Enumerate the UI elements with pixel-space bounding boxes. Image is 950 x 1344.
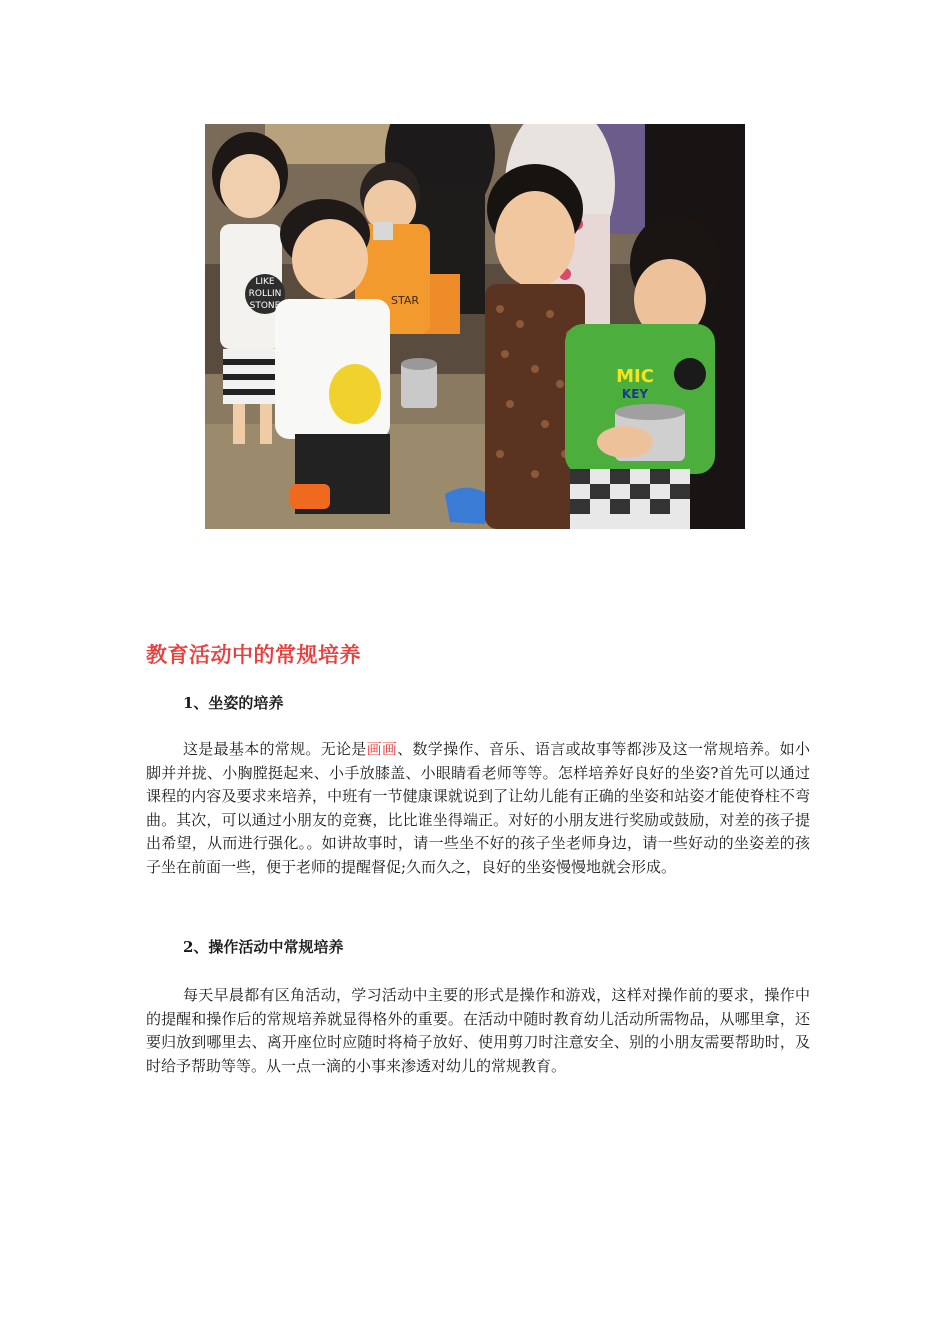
section2-heading: 2、操作活动中常规培养 <box>183 938 344 956</box>
shirt-text-1: LIKE <box>255 277 275 287</box>
section1-heading: 1、坐姿的培养 <box>183 694 284 712</box>
shirt-text-2: ROLLIN <box>248 289 282 299</box>
section1-text-after-link: 、数学操作、音乐、语言或故事等都涉及这一常规培养。如小脚并并拢、小胸膛挺起来、小手放膝盖、小眼睛看老师等等。怎样培养好良好的坐姿?首先可以通过课程的内容及要求来培养，中班有一节健康课就说到了让幼儿能有正确的坐姿和站姿才能使脊柱不弯曲。其次，可以通过小朋友的竞赛，比比谁坐得端正。对好的小朋友进行奖励或鼓励，对差的孩子提出希望，从而进行强化。。如讲故事时，请一些坐不好的孩子坐老师身边，请一些好动的坐姿差的孩子坐在前面一些，便于老师的提醒督促;久而久之，良好的坐姿慢慢地就会形成。 <box>146 740 810 876</box>
section2-paragraph: 每天早晨都有区角活动，学习活动中主要的形式是操作和游戏，这样对操作前的要求，操作中的提醒和操作后的常规培养就显得格外的重要。在活动中随时教育幼儿活动所需物品，从哪里拿，还要归放到哪里去、离开座位时应随时将椅子放好、使用剪刀时注意安全、别的小朋友需要帮助时，及时给予帮助等等。从一点一滴的小事来渗透对幼儿的常规教育。 <box>146 986 810 1075</box>
shirt-text-6: KEY <box>621 387 649 401</box>
article-title: 教育活动中的常规培养 <box>146 642 361 667</box>
children-drinking-water-image <box>205 124 745 529</box>
shirt-text-4: STAR <box>390 294 420 307</box>
shirt-text-3: STONE <box>249 301 281 311</box>
classroom-photo <box>205 124 745 529</box>
section1-paragraph <box>146 738 810 879</box>
shirt-text-5: MIC <box>616 366 654 387</box>
drawing-link[interactable]: 画画 <box>366 740 398 758</box>
section1-text-before-link: 这是最基本的常规。无论是 <box>183 740 367 758</box>
